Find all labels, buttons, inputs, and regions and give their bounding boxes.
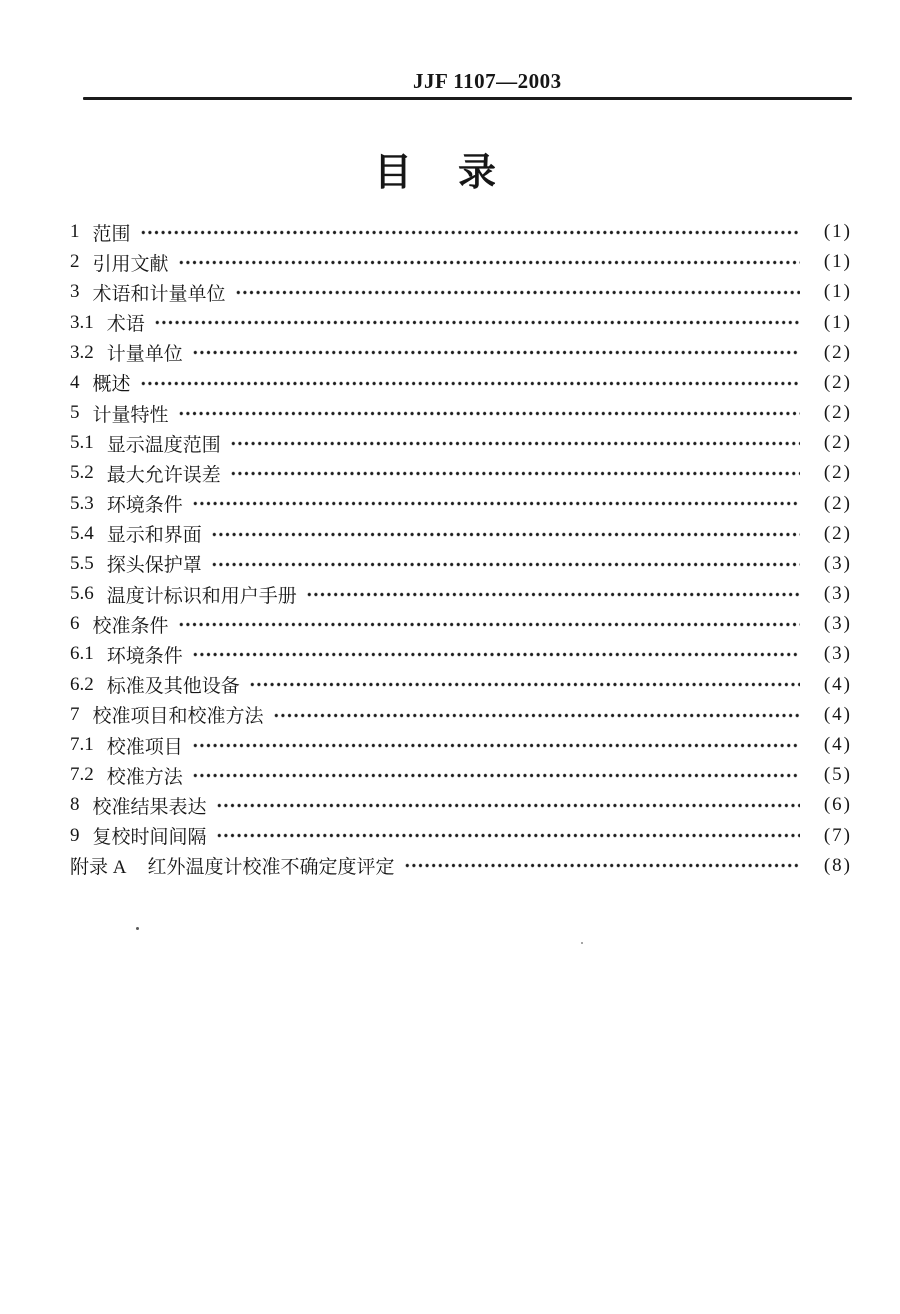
toc-entry-title: 显示和界面 xyxy=(106,525,202,547)
dot-leader xyxy=(192,730,800,760)
toc-entry-page: (2) xyxy=(823,402,852,424)
toc-entry xyxy=(70,247,850,277)
toc-entry-title: 范围 xyxy=(92,223,131,245)
toc-entry xyxy=(70,760,850,790)
toc-entry-title: 探头保护罩 xyxy=(106,555,202,577)
document-code: JJF 1107—2003 xyxy=(413,69,562,93)
scan-speck xyxy=(581,942,583,944)
toc-entry-number: 1 xyxy=(70,221,80,243)
toc-entry-title: 校准项目 xyxy=(106,736,183,758)
toc-entry-number: 8 xyxy=(70,794,80,816)
dot-leader xyxy=(273,700,800,730)
toc-entry-number: 2 xyxy=(70,251,80,273)
toc-entry-number: 6.2 xyxy=(70,673,94,695)
dot-leader xyxy=(211,549,800,579)
toc-entry-title: 校准项目和校准方法 xyxy=(92,706,264,728)
scan-speck xyxy=(136,927,139,930)
toc-entry-number: 6 xyxy=(70,613,80,635)
toc-entry-page: (2) xyxy=(823,492,852,514)
toc-entry-number: 5.3 xyxy=(70,492,94,514)
toc-entry-title: 红外温度计校准不确定度评定 xyxy=(147,857,395,879)
toc-entry-page: (1) xyxy=(823,251,852,273)
dot-leader xyxy=(249,670,800,700)
toc-entry-number: 5.5 xyxy=(70,552,94,574)
dot-leader xyxy=(306,579,800,609)
header-divider xyxy=(83,97,852,100)
dot-leader xyxy=(178,247,800,277)
toc-entry-page: (3) xyxy=(823,613,852,635)
toc-entry-page: (4) xyxy=(823,673,852,695)
toc-entry-title: 环境条件 xyxy=(106,645,183,667)
toc-entry xyxy=(70,308,850,338)
toc-entry-page: (1) xyxy=(823,281,852,303)
toc-entry-page: (2) xyxy=(823,371,852,393)
toc-entry-number: 附录 A xyxy=(70,857,127,879)
toc-entry-page: (8) xyxy=(823,854,852,876)
dot-leader xyxy=(192,338,800,368)
toc-entry xyxy=(70,790,850,820)
toc-entry xyxy=(70,428,850,458)
page-title: 目 录 xyxy=(373,152,500,194)
dot-leader xyxy=(192,639,800,669)
toc-entry-number: 7 xyxy=(70,703,80,725)
toc-entry xyxy=(70,368,850,398)
toc-entry-title: 显示温度范围 xyxy=(106,434,221,456)
toc-entry-page: (3) xyxy=(823,643,852,665)
toc-entry-title: 计量特性 xyxy=(92,404,169,426)
toc-entry-title: 校准方法 xyxy=(106,766,183,788)
dot-leader xyxy=(140,217,800,247)
toc-entry-page: (2) xyxy=(823,432,852,454)
toc-entry-title: 引用文献 xyxy=(92,253,169,275)
toc-entry xyxy=(70,579,850,609)
toc-entry xyxy=(70,217,850,247)
toc-entry-title: 环境条件 xyxy=(106,495,183,517)
toc-entry xyxy=(70,639,850,669)
toc-entry-number: 5.1 xyxy=(70,432,94,454)
toc-entry-title: 复校时间间隔 xyxy=(92,827,207,849)
toc-entry xyxy=(70,549,850,579)
toc-entry-title: 校准条件 xyxy=(92,615,169,637)
toc-entry-title: 标准及其他设备 xyxy=(106,676,240,698)
toc-entry-number: 5 xyxy=(70,402,80,424)
toc-entry-title: 术语和计量单位 xyxy=(92,283,226,305)
toc-entry-page: (3) xyxy=(823,552,852,574)
toc-entry-page: (7) xyxy=(823,824,852,846)
toc-entry-page: (4) xyxy=(823,734,852,755)
toc-entry-page: (1) xyxy=(823,311,852,333)
toc-entry-number: 5.6 xyxy=(70,583,94,605)
toc-entry xyxy=(70,609,850,639)
dot-leader xyxy=(230,428,800,458)
toc-entry xyxy=(70,670,850,700)
dot-leader xyxy=(235,277,800,307)
dot-leader xyxy=(192,489,800,519)
dot-leader xyxy=(178,609,800,639)
toc-entry-page: (2) xyxy=(823,462,852,484)
dot-leader xyxy=(404,851,801,881)
toc-entry-page: (6) xyxy=(823,794,852,816)
toc-entry xyxy=(70,489,850,519)
toc-entry-page: (5) xyxy=(823,764,852,786)
dot-leader xyxy=(230,458,800,488)
toc-entry xyxy=(70,458,850,488)
toc-entry xyxy=(70,338,850,368)
toc-entry-page: (3) xyxy=(823,583,852,605)
toc-entry xyxy=(70,820,850,850)
dot-leader xyxy=(178,398,800,428)
toc-entry xyxy=(70,398,850,428)
dot-leader xyxy=(154,308,800,338)
dot-leader xyxy=(216,820,800,850)
toc-entry-number: 5.2 xyxy=(70,462,94,484)
toc-entry-title: 术语 xyxy=(106,314,145,336)
toc-entry-number: 6.1 xyxy=(70,643,94,665)
toc-entry-title: 校准结果表达 xyxy=(92,796,207,818)
toc-entry-page: (1) xyxy=(823,221,852,243)
toc-entry-number: 7.2 xyxy=(70,764,94,786)
toc-entry-title: 温度计标识和用户手册 xyxy=(106,585,297,607)
toc-entry-number: 3.2 xyxy=(70,341,94,363)
dot-leader xyxy=(211,519,800,549)
toc-entry xyxy=(70,519,850,549)
toc-entry-title: 概述 xyxy=(92,374,131,396)
toc-entry xyxy=(70,277,850,307)
toc-list xyxy=(70,217,850,881)
toc-entry-page: (2) xyxy=(823,522,852,544)
toc-entry-number: 3.1 xyxy=(70,311,94,333)
toc-entry-number: 3 xyxy=(70,281,80,303)
toc-entry xyxy=(70,851,850,881)
toc-entry-page: (4) xyxy=(823,703,852,725)
toc-entry-title: 计量单位 xyxy=(106,344,183,366)
toc-entry-number: 9 xyxy=(70,824,80,846)
toc-entry xyxy=(70,730,850,760)
toc-entry xyxy=(70,700,850,730)
toc-entry-number: 5.4 xyxy=(70,522,94,544)
toc-entry-number: 7.1 xyxy=(70,734,94,755)
toc-entry-title: 最大允许误差 xyxy=(106,464,221,486)
dot-leader xyxy=(192,760,800,790)
dot-leader xyxy=(216,790,800,820)
toc-entry-page: (2) xyxy=(823,341,852,363)
dot-leader xyxy=(140,368,800,398)
toc-entry-number: 4 xyxy=(70,371,80,393)
